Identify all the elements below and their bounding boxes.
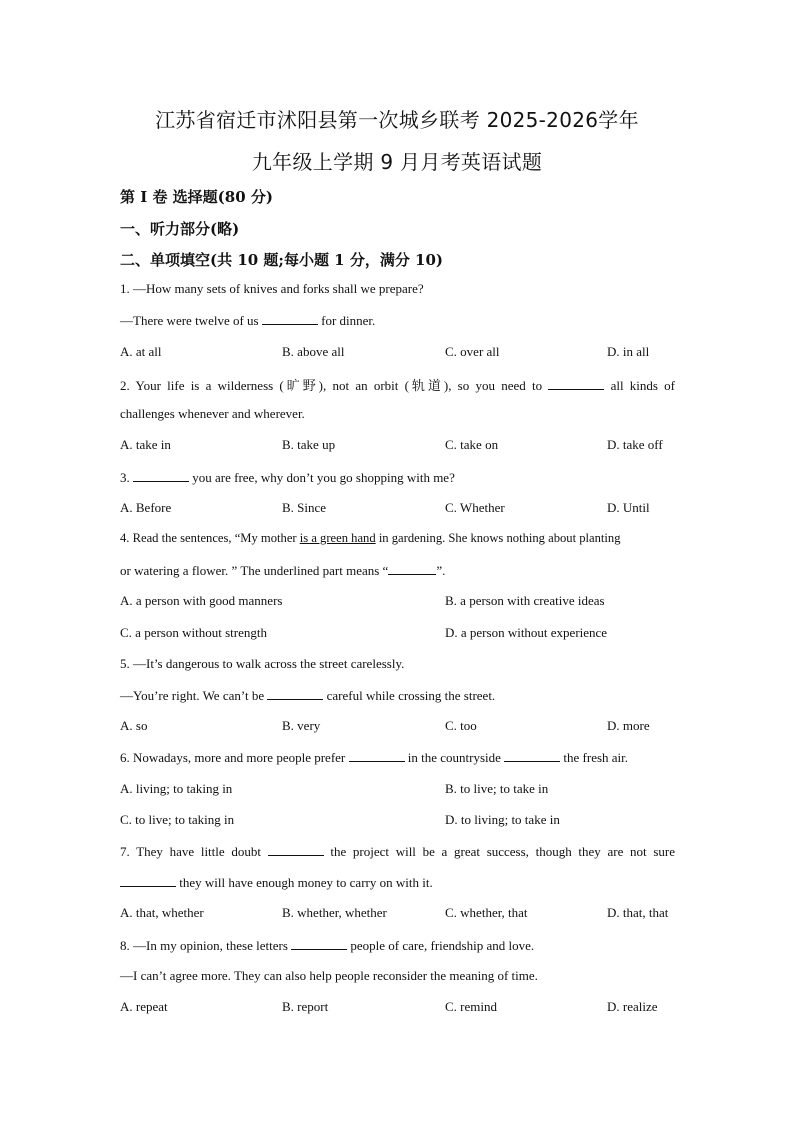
answer-blank xyxy=(262,312,318,325)
question-1-reply-start: —There were twelve of us xyxy=(120,313,259,328)
question-4-stem-continued xyxy=(120,562,675,579)
question-4-option-c: C. a person without strength xyxy=(120,625,267,640)
question-7-option-c: C. whether, that xyxy=(445,905,528,920)
question-8-option-c: C. remind xyxy=(445,999,497,1014)
question-3-option-d: D. Until xyxy=(607,500,650,515)
question-2-option-c: C. take on xyxy=(445,437,499,452)
question-4-option-a: A. a person with good manners xyxy=(120,593,283,608)
question-5-reply-start: —You’re right. We can’t be xyxy=(120,688,265,703)
question-2-option-d: D. take off xyxy=(607,437,663,452)
answer-blank xyxy=(291,937,347,950)
exam-title-line-1: 江苏省宿迁市沭阳县第一次城乡联考 2025-2026学年 xyxy=(155,108,639,132)
question-1-option-b: B. above all xyxy=(282,344,345,359)
question-1-reply xyxy=(120,312,675,329)
answer-blank xyxy=(504,749,560,762)
question-8-option-a: A. repeat xyxy=(120,999,168,1014)
question-2-stem-continued: challenges whenever and wherever. xyxy=(120,406,305,421)
question-3-number: 3. xyxy=(120,470,130,485)
answer-blank xyxy=(133,469,189,482)
question-3-option-a: A. Before xyxy=(120,500,172,515)
question-4-continued-start: or watering a flower. ” The underlined part means “ xyxy=(120,563,389,578)
question-7-option-b: B. whether, whether xyxy=(282,905,387,920)
question-1-reply-end: for dinner. xyxy=(321,313,376,328)
answer-blank xyxy=(548,377,604,390)
question-6-option-d: D. to living; to take in xyxy=(445,812,560,827)
question-4-option-b: B. a person with creative ideas xyxy=(445,593,605,608)
question-4-underlined-phrase: is a green hand xyxy=(299,531,376,545)
question-5-reply xyxy=(120,687,675,704)
question-5-stem: 5. —It’s dangerous to walk across the street carelessly. xyxy=(120,656,405,671)
question-8-stem-end: people of care, friendship and love. xyxy=(350,938,535,953)
question-5-option-a: A. so xyxy=(120,718,148,733)
question-7-continued-end: they will have enough money to carry on with it. xyxy=(179,875,433,890)
question-8-reply: —I can’t agree more. They can also help people reconsider the meaning of time. xyxy=(120,968,538,983)
question-6-stem-end: the fresh air. xyxy=(563,750,629,765)
question-3-stem xyxy=(120,469,675,486)
question-7-option-a: A. that, whether xyxy=(120,905,204,920)
question-2-option-b: B. take up xyxy=(282,437,336,452)
question-1-stem: 1. —How many sets of knives and forks shall we prepare? xyxy=(120,281,424,296)
question-6-stem-middle: in the countryside xyxy=(407,750,501,765)
question-7-option-d: D. that, that xyxy=(607,905,669,920)
question-5-option-b: B. very xyxy=(282,718,321,733)
question-3-stem-end: you are free, why don’t you go shopping with me? xyxy=(192,470,455,485)
question-5-option-d: D. more xyxy=(607,718,650,733)
question-7-stem-start: 7. They have little doubt xyxy=(120,844,261,859)
question-1-option-a: A. at all xyxy=(120,344,162,359)
question-2-stem-start: 2. Your life is a wilderness (旷野), not an orbit (轨道), so you need to xyxy=(120,378,543,393)
question-6-option-c: C. to live; to taking in xyxy=(120,812,235,827)
question-4-option-d: D. a person without experience xyxy=(445,625,608,640)
question-2-option-a: A. take in xyxy=(120,437,171,452)
section-listening-heading: 一、听力部分(略) xyxy=(120,220,240,238)
question-6-option-a: A. living; to taking in xyxy=(120,781,233,796)
answer-blank xyxy=(267,687,323,700)
question-6-stem-start: 6. Nowadays, more and more people prefer xyxy=(120,750,346,765)
answer-blank xyxy=(349,749,405,762)
question-7-stem-end: the project will be a great success, though they are not sure xyxy=(330,844,675,859)
question-4-stem-end: in gardening. She knows nothing about planting xyxy=(378,531,621,545)
question-4-stem xyxy=(120,531,675,546)
question-8-option-d: D. realize xyxy=(607,999,658,1014)
question-7-stem xyxy=(120,843,675,861)
answer-blank xyxy=(268,843,324,856)
question-5-option-c: C. too xyxy=(445,718,477,733)
question-5-reply-end: careful while crossing the street. xyxy=(326,688,496,703)
question-4-continued-end: ”. xyxy=(436,563,446,578)
answer-blank xyxy=(388,562,436,575)
question-7-stem-continued xyxy=(120,874,675,891)
answer-blank xyxy=(120,874,176,887)
exam-title-line-2: 九年级上学期 9 月月考英语试题 xyxy=(251,150,543,174)
section-single-choice-heading: 二、单项填空(共 10 题;每小题 1 分，满分 10) xyxy=(120,251,444,269)
question-6-option-b: B. to live; to take in xyxy=(445,781,549,796)
question-2-stem-end: all kinds of xyxy=(610,378,675,393)
question-4-stem-start: 4. Read the sentences, “My mother xyxy=(120,531,297,545)
question-2-stem xyxy=(120,375,675,393)
question-3-option-b: B. Since xyxy=(282,500,327,515)
question-6-stem xyxy=(120,749,675,766)
question-3-option-c: C. Whether xyxy=(445,500,505,515)
question-1-option-c: C. over all xyxy=(445,344,500,359)
question-8-option-b: B. report xyxy=(282,999,329,1014)
section-part-1-heading: 第 I 卷 选择题(80 分) xyxy=(120,188,273,206)
question-1-option-d: D. in all xyxy=(607,344,650,359)
question-8-stem-start: 8. —In my opinion, these letters xyxy=(120,938,288,953)
question-8-stem xyxy=(120,937,675,954)
